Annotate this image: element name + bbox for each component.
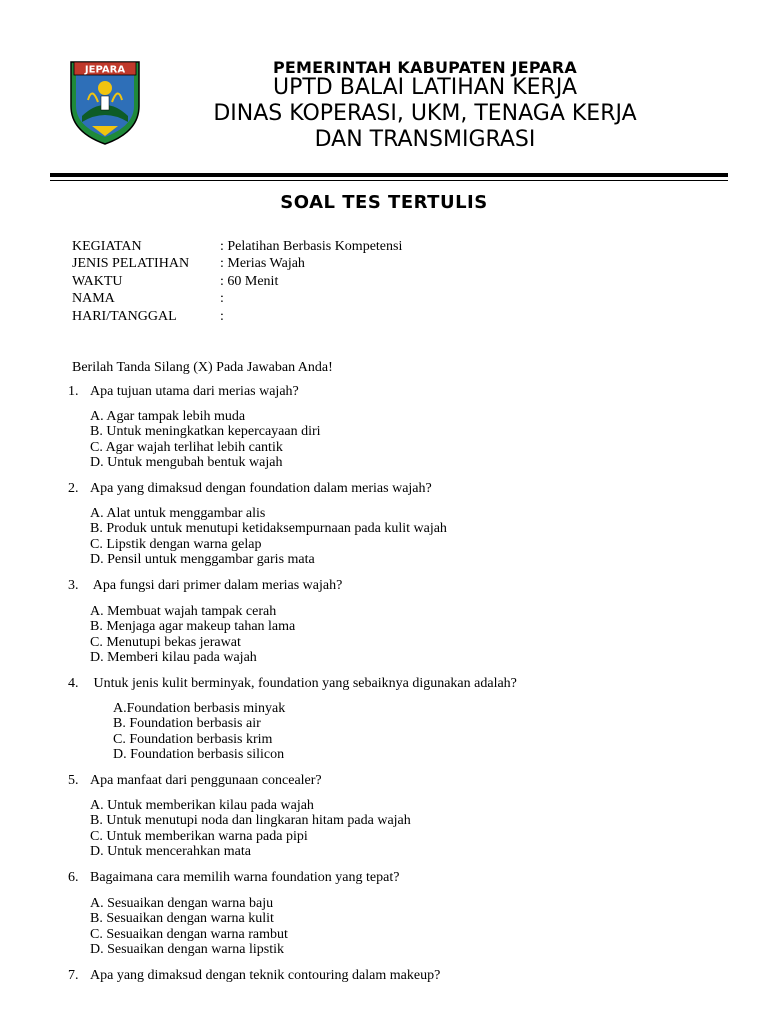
- answer-option: D. Sesuaikan dengan warna lipstik: [90, 941, 285, 957]
- coat-of-arms-icon: [68, 56, 142, 146]
- info-row-kegiatan: [72, 238, 402, 255]
- question-4-options: [113, 701, 285, 762]
- info-label: JENIS PELATIHAN: [72, 256, 190, 272]
- answer-option: B. Foundation berbasis air: [113, 716, 261, 732]
- question-text: Apa tujuan utama dari merias wajah?: [90, 384, 299, 399]
- question-6: [68, 870, 399, 886]
- answer-option: B. Untuk menutupi noda dan lingkaran hitam pada wajah: [90, 813, 411, 829]
- question-6-options: [90, 896, 288, 957]
- info-row-waktu: [72, 273, 402, 290]
- question-1: [68, 384, 299, 400]
- logo-banner-text: JEPARA: [84, 64, 126, 76]
- instruction-text: Berilah Tanda Silang (X) Pada Jawaban Anda!: [72, 360, 333, 375]
- question-4: [68, 676, 517, 692]
- info-value: : Merias Wajah: [220, 256, 305, 272]
- question-number: 1.: [68, 384, 79, 399]
- answer-option: C. Agar wajah terlihat lebih cantik: [90, 439, 283, 455]
- info-label: HARI/TANGGAL: [72, 308, 177, 324]
- answer-option: A. Untuk memberikan kilau pada wajah: [90, 798, 314, 813]
- info-value: :: [220, 291, 224, 307]
- info-label: NAMA: [72, 291, 115, 307]
- question-text: Apa fungsi dari primer dalam merias wajah?: [90, 578, 343, 593]
- question-number: 3.: [68, 578, 79, 593]
- info-row-nama: [72, 290, 402, 307]
- question-number: 5.: [68, 773, 79, 788]
- answer-option: D. Untuk mengubah bentuk wajah: [90, 454, 283, 470]
- info-label: KEGIATAN: [72, 239, 142, 254]
- info-row-hari-tanggal: [72, 308, 402, 325]
- answer-option: B. Menjaga agar makeup tahan lama: [90, 619, 296, 635]
- question-2-options: [90, 506, 447, 567]
- question-number: 2.: [68, 481, 79, 496]
- question-number: 4.: [68, 676, 79, 691]
- question-text: Bagaimana cara memilih warna foundation yang tepat?: [90, 870, 400, 885]
- question-3: [68, 578, 342, 594]
- institution-name: UPTD BALAI LATIHAN KERJA: [272, 75, 577, 100]
- question-number: 7.: [68, 968, 79, 983]
- info-value: :: [220, 308, 224, 324]
- answer-option: C. Lipstik dengan warna gelap: [90, 536, 262, 552]
- header-divider-thick: [50, 173, 728, 177]
- answer-option: C. Untuk memberikan warna pada pipi: [90, 828, 308, 844]
- answer-option: B. Produk untuk menutupi ketidaksempurnaan pada kulit wajah: [90, 521, 447, 537]
- info-row-jenis-pelatihan: [72, 255, 402, 272]
- question-7: [68, 968, 440, 984]
- answer-option: C. Menutupi bekas jerawat: [90, 634, 241, 650]
- answer-option: D. Untuk mencerahkan mata: [90, 843, 251, 859]
- question-text: Apa yang dimaksud dengan foundation dalam merias wajah?: [90, 481, 432, 496]
- question-3-options: [90, 604, 295, 665]
- question-text: Untuk jenis kulit berminyak, foundation yang sebaiknya digunakan adalah?: [90, 676, 517, 691]
- exam-info: [72, 238, 402, 325]
- jepara-regency-logo: [68, 56, 142, 146]
- document-title: SOAL TES TERTULIS: [280, 192, 488, 213]
- answer-option: A.Foundation berbasis minyak: [113, 701, 286, 716]
- answer-option: D. Memberi kilau pada wajah: [90, 649, 257, 665]
- department-name-line1: DINAS KOPERASI, UKM, TENAGA KERJA: [213, 101, 637, 126]
- info-label: WAKTU: [72, 273, 123, 289]
- answer-option: B. Sesuaikan dengan warna kulit: [90, 911, 274, 927]
- answer-option: C. Sesuaikan dengan warna rambut: [90, 926, 288, 942]
- department-name-line2: DAN TRANSMIGRASI: [314, 127, 536, 152]
- answer-option: A. Sesuaikan dengan warna baju: [90, 896, 274, 911]
- question-1-options: [90, 409, 321, 470]
- question-2: [68, 481, 432, 497]
- info-value: : 60 Menit: [220, 273, 279, 289]
- question-5: [68, 773, 322, 789]
- answer-option: A. Agar tampak lebih muda: [90, 409, 246, 424]
- info-value: : Pelatihan Berbasis Kompetensi: [220, 239, 403, 254]
- answer-option: A. Alat untuk menggambar alis: [90, 506, 266, 521]
- answer-option: B. Untuk meningkatkan kepercayaan diri: [90, 424, 321, 440]
- answer-option: D. Pensil untuk menggambar garis mata: [90, 551, 315, 567]
- header-divider-thin: [50, 180, 728, 181]
- question-text: Apa yang dimaksud dengan teknik contouring dalam makeup?: [90, 968, 441, 983]
- answer-option: A. Membuat wajah tampak cerah: [90, 604, 277, 619]
- question-5-options: [90, 798, 411, 859]
- question-text: Apa manfaat dari penggunaan concealer?: [90, 773, 322, 788]
- answer-option: C. Foundation berbasis krim: [113, 731, 273, 747]
- answer-option: D. Foundation berbasis silicon: [113, 746, 285, 762]
- government-name: PEMERINTAH KABUPATEN JEPARA: [273, 58, 577, 77]
- question-number: 6.: [68, 870, 79, 885]
